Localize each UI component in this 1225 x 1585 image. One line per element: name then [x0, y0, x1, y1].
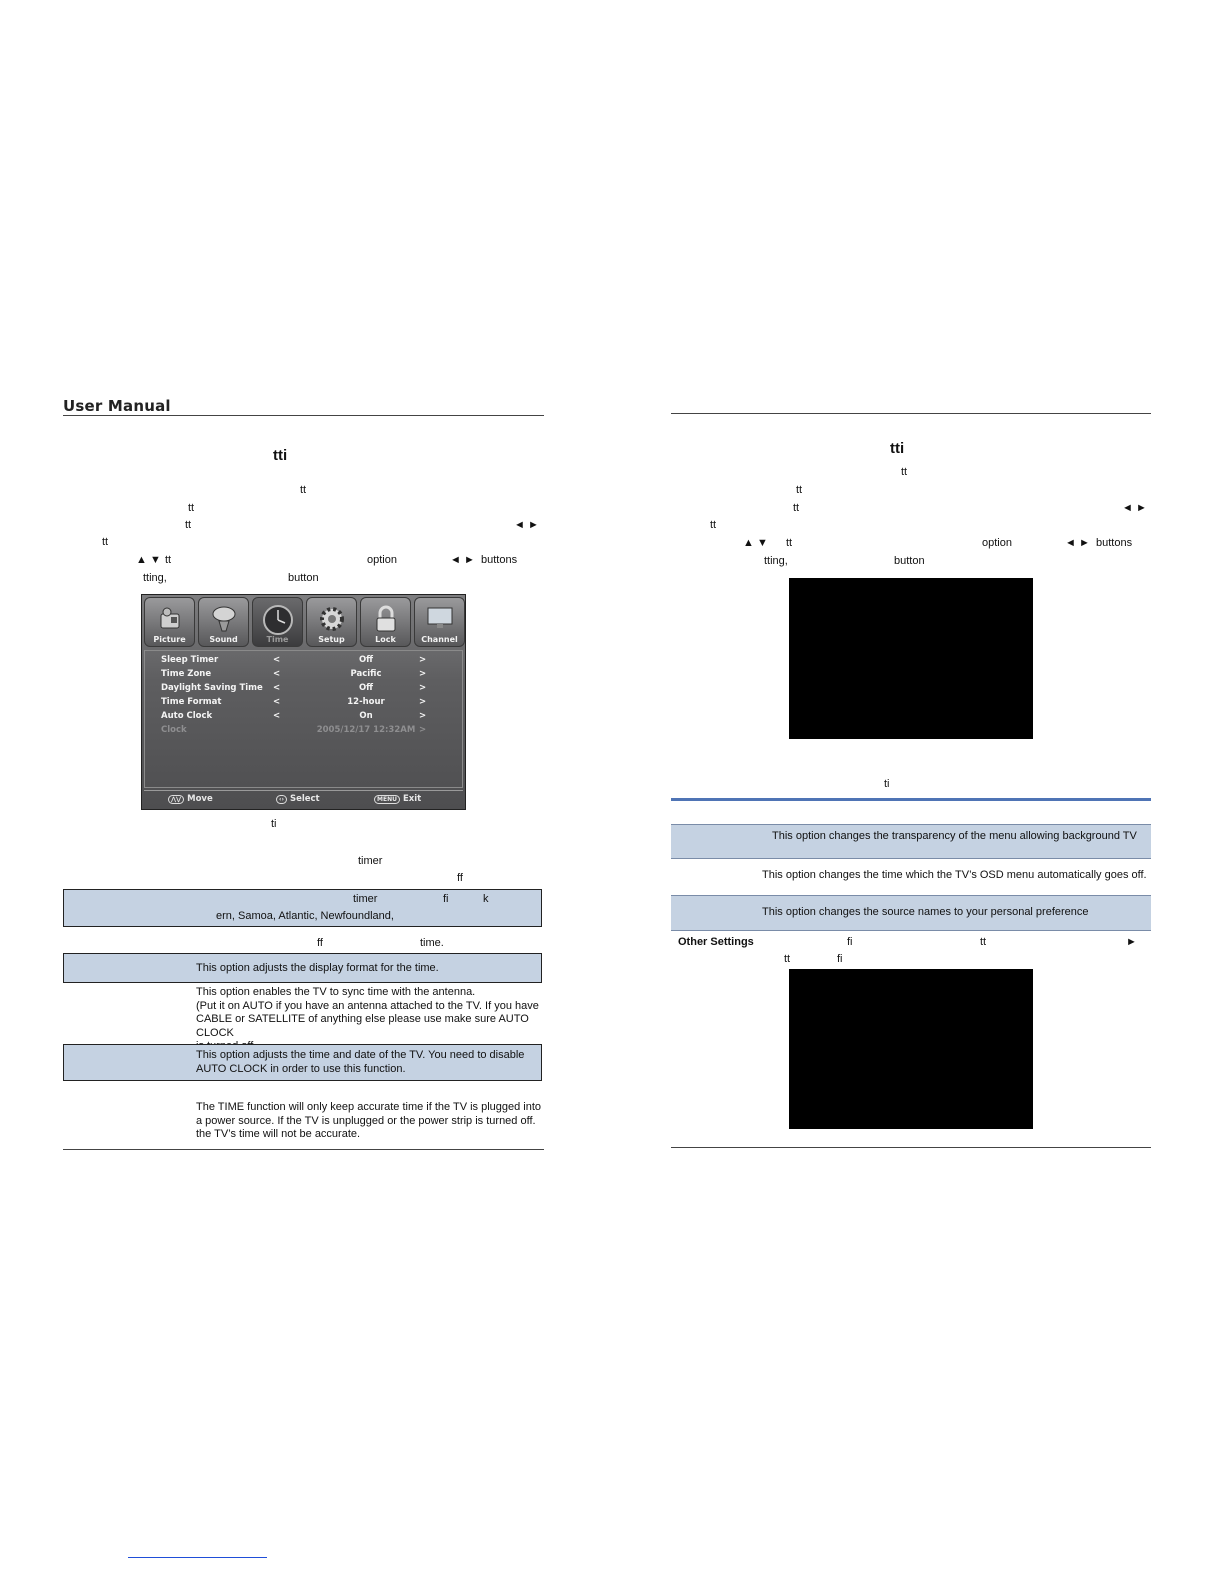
text-fragment: fi: [847, 936, 853, 948]
text-fragment: ff: [317, 937, 323, 949]
footer-rule: [63, 1149, 544, 1150]
footer-label: Select: [289, 794, 320, 804]
hyperlink-underline[interactable]: [128, 1557, 267, 1558]
clock-row: [63, 1044, 542, 1081]
header-rule: [671, 413, 1151, 414]
section-heading: tti: [890, 440, 905, 457]
footer-rule: [671, 1147, 1151, 1148]
monitor-icon: [424, 604, 456, 639]
step-fragment: tt: [710, 519, 717, 531]
step-word-buttons: buttons: [481, 554, 518, 566]
menu-key-icon: MENU: [374, 795, 400, 804]
menu-row-sleep-timer: [161, 655, 451, 669]
footer-move: [168, 794, 213, 804]
time-zone-list: ern, Samoa, Atlantic, Newfoundland,: [216, 910, 394, 922]
menu-row-label: Sleep Timer: [161, 655, 219, 665]
right-arrow: >: [419, 697, 427, 707]
arrow-keys-up-down: ▲ ▼: [136, 554, 161, 566]
step-word-button: button: [288, 572, 319, 584]
page-header-title: User Manual: [63, 397, 171, 415]
time-menu-screenshot: [141, 594, 466, 810]
menu-row-time-zone: [161, 669, 451, 683]
menu-row-value: Off: [358, 655, 374, 665]
gear-icon: [317, 604, 347, 639]
menu-row-label: Auto Clock: [161, 711, 213, 721]
step-fragment: tt: [300, 484, 307, 496]
section-heading: tti: [273, 447, 288, 464]
text-fragment: tt: [784, 953, 791, 965]
table-top-rule: [671, 798, 1151, 801]
text-fragment: k: [483, 893, 489, 905]
transparency-description: This option changes the transparency of the menu allowing background TV: [772, 830, 1137, 842]
footer-label: Move: [187, 794, 213, 804]
menu-row-value: 2005/12/17 12:32AM: [316, 725, 416, 735]
step-word-option: option: [367, 554, 397, 566]
other-settings-screenshot-placeholder: [789, 969, 1033, 1129]
menu-row-clock: [161, 725, 451, 739]
figure-caption: ti: [884, 778, 890, 790]
text-fragment: fi: [837, 953, 843, 965]
time-note: [196, 1101, 544, 1142]
menu-row-label: Clock: [161, 725, 187, 735]
time-settings-panel: [144, 650, 463, 788]
menu-footer: [144, 790, 463, 808]
note-line: the TV’s time will not be accurate.: [196, 1128, 361, 1140]
menu-row-time-format: [161, 697, 451, 711]
right-arrow: >: [419, 669, 427, 679]
menu-row-value: Pacific: [350, 669, 382, 679]
time-zone-row: [63, 889, 542, 927]
tab-label: Setup: [318, 635, 345, 644]
text-fragment: ff: [457, 872, 463, 884]
text-fragment: timer: [353, 893, 378, 905]
right-arrow: >: [419, 711, 427, 721]
menu-row-daylight-saving: [161, 683, 451, 697]
left-arrow: <: [273, 683, 281, 693]
left-arrow: <: [273, 711, 281, 721]
step-fragment: tt: [796, 484, 803, 496]
tab-label: Sound: [209, 635, 238, 644]
right-arrow: >: [419, 655, 427, 665]
menu-row-value: Off: [358, 683, 374, 693]
time-format-row: [63, 953, 542, 983]
arrow-keys-left-right: ◄ ►: [450, 554, 475, 566]
footer-label: Exit: [402, 794, 422, 804]
step-fragment: tt: [786, 537, 793, 549]
time-format-description: This option adjusts the display format for the time.: [196, 962, 439, 974]
right-arrow-icon: ►: [1126, 936, 1137, 948]
menu-screenshot-placeholder: [789, 578, 1033, 739]
other-settings-label: Other Settings: [678, 936, 754, 948]
step-fragment: tt: [901, 466, 908, 478]
arrow-keys-left-right: ◄ ►: [1122, 502, 1147, 514]
clock-description: [196, 1049, 524, 1076]
text-fragment: time.: [420, 937, 444, 949]
menu-row-label: Time Format: [161, 697, 222, 707]
step-word-option: option: [982, 537, 1012, 549]
menu-row-auto-clock: [161, 711, 451, 725]
menu-row-value: 12-hour: [347, 697, 385, 707]
note-line: a power source. If the TV is unplugged or the power strip is turned off.: [196, 1114, 536, 1127]
right-arrow: >: [419, 725, 427, 735]
left-arrow: <: [273, 697, 281, 707]
menu-row-label: Daylight Saving Time: [161, 683, 263, 693]
tab-channel: [414, 597, 465, 647]
step-fragment: tt: [793, 502, 800, 514]
left-arrow: <: [273, 669, 281, 679]
description-line: (Put it on AUTO if you have an antenna attached to the TV. If you have: [196, 999, 539, 1012]
description-line: AUTO CLOCK in order to use this function.: [196, 1062, 406, 1075]
sleep-timer-word: timer: [358, 855, 383, 867]
arrow-keys-left-right: ◄ ►: [514, 519, 539, 531]
menu-row-label: Time Zone: [161, 669, 212, 679]
right-arrow: >: [419, 683, 427, 693]
tab-picture: [144, 597, 195, 647]
step-word-buttons: buttons: [1096, 537, 1133, 549]
header-rule: [63, 415, 544, 416]
description-line: CABLE or SATELLITE of anything else please use make sure AUTO CLOCK: [196, 1013, 529, 1039]
source-names-row: [671, 895, 1151, 931]
arrow-keys-left-right: ◄ ►: [1065, 537, 1090, 549]
tab-label: Picture: [153, 635, 186, 644]
speaker-icon: [209, 604, 239, 639]
step-fragment: tt: [185, 519, 192, 531]
footer-exit: [374, 794, 421, 804]
arrow-keys-up-down: ▲ ▼: [743, 537, 768, 549]
step-fragment: tt: [165, 554, 172, 566]
tab-label: Time: [266, 635, 289, 644]
description-line: This option enables the TV to sync time with the antenna.: [196, 986, 476, 998]
step-fragment: tting,: [764, 555, 788, 567]
text-fragment: tt: [980, 936, 987, 948]
source-names-description: This option changes the source names to your personal preference: [762, 906, 1089, 918]
left-arrow: <: [273, 655, 281, 665]
tab-label: Channel: [421, 635, 458, 644]
tab-setup: [306, 597, 357, 647]
description-line: This option adjusts the time and date of the TV. You need to disable: [196, 1049, 525, 1061]
tab-sound: [198, 597, 249, 647]
camera-icon: [155, 604, 185, 639]
osd-timeout-description: This option changes the time which the TV’s OSD menu automatically goes off.: [762, 869, 1147, 881]
step-word-button: button: [894, 555, 925, 567]
note-line: The TIME function will only keep accurate time if the TV is plugged into: [196, 1101, 542, 1113]
tab-lock: [360, 597, 411, 647]
step-fragment: tt: [102, 536, 109, 548]
menu-row-value: On: [359, 711, 373, 721]
figure-caption: ti: [271, 818, 277, 830]
left-right-key-icon: ‹›: [276, 795, 287, 804]
footer-select: [276, 794, 320, 804]
lock-icon: [371, 604, 401, 639]
tab-label: Lock: [375, 635, 396, 644]
tab-time: [252, 597, 303, 647]
step-fragment: tt: [188, 502, 195, 514]
step-fragment: tting,: [143, 572, 167, 584]
up-down-key-icon: ⋀⋁: [168, 795, 184, 804]
text-fragment: fi: [443, 893, 449, 905]
transparency-row: [671, 824, 1151, 859]
